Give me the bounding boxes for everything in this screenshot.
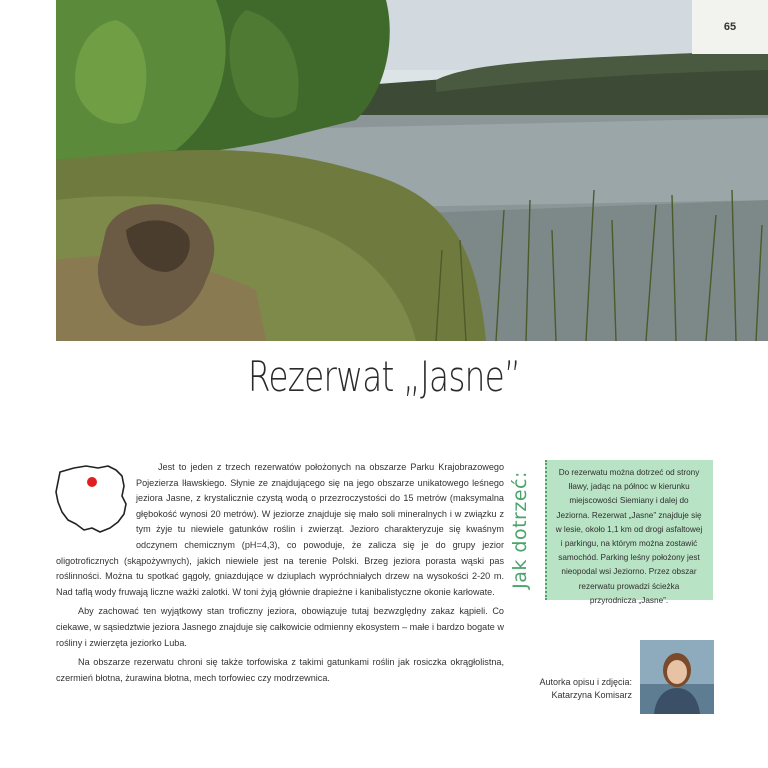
directions-heading-text: Jak dotrzeć: xyxy=(509,471,531,589)
article-body xyxy=(56,460,504,690)
page-title: Rezerwat „Jasne” xyxy=(247,352,521,401)
author-credit xyxy=(500,676,632,702)
author-portrait xyxy=(640,640,714,714)
body-paragraph-3: Na obszarze rezerwatu chroni się także torfowiska z takimi gatunkami roślin jak rosiczka okrągłolistna, czermień błotna, żurawina błotna, mech torfowiec czy modrzewnica. xyxy=(56,657,504,683)
directions-box xyxy=(545,460,713,605)
author-credit-label: Autorka opisu i zdjęcia: xyxy=(539,677,632,687)
body-paragraph-1: Jest to jeden z trzech rezerwatów położonych na obszarze Parku Krajobrazowego Pojezierza Iławskiego. Słynie ze znajdującego się na jego obszarze unikatowego leśnego jeziora Jasne, z krystalicznie czystą wodą o przezroczystości do 15 metrów (maksymalna głębokość wynosi 20 metrów). W jeziorze znajduje się mało soli mineralnych i w związku z tym żyje tu niewiele gatunków roślin i zwierząt. Jezioro charakteryzuje się kwaśnym odczynem chemicznym (pH=4,3), co powoduje, że zalicza się je do grupy jezior oligotroficznych (skąpożywnych), jakich niewiele jest na terenie Polski. Brzeg jeziora porasta wąski pas roślinności. Można tu spotkać gągoły, gniazdujące w dziuplach wypróchniałych drzew na wysokości 2-20 m. Nad taflą wody fruwają liczne ważki zalotki. W toni żyją głównie drapieżne i kanibalistyczne okonie karłowate. xyxy=(56,462,504,597)
lake-photo xyxy=(56,0,768,341)
page-number: 65 xyxy=(692,0,768,54)
lake-photo-drawing xyxy=(56,0,768,341)
body-paragraph-2: Aby zachować ten wyjątkowy stan troficzny jeziora, obowiązuje tutaj bezwzględny zakaz kąpieli. Co ciekawe, w sąsiedztwie jeziora Jasnego znajduje się całkowicie odmienny ekosystem – małe i bardzo bogate w rośliny i zwierzęta jeziorko Luba. xyxy=(56,606,504,648)
author-name: Katarzyna Komisarz xyxy=(551,690,632,700)
directions-text: Do rezerwatu można dotrzeć od strony Iławy, jadąc na północ w kierunku miejscowości Siemiany i dalej do Jeziorna. Rezerwat „Jasne” znajduje się w lesie, około 1,1 km od drogi asfaltowej i parkingu, na którym można zostawić samochód. Parking leśny położony jest nieopodal wsi Jeziorno. Przez obszar rezerwatu prowadzi ścieżka przyrodnicza „Jasne”. xyxy=(555,468,703,605)
author-photo xyxy=(640,640,714,714)
directions-heading xyxy=(500,460,540,600)
